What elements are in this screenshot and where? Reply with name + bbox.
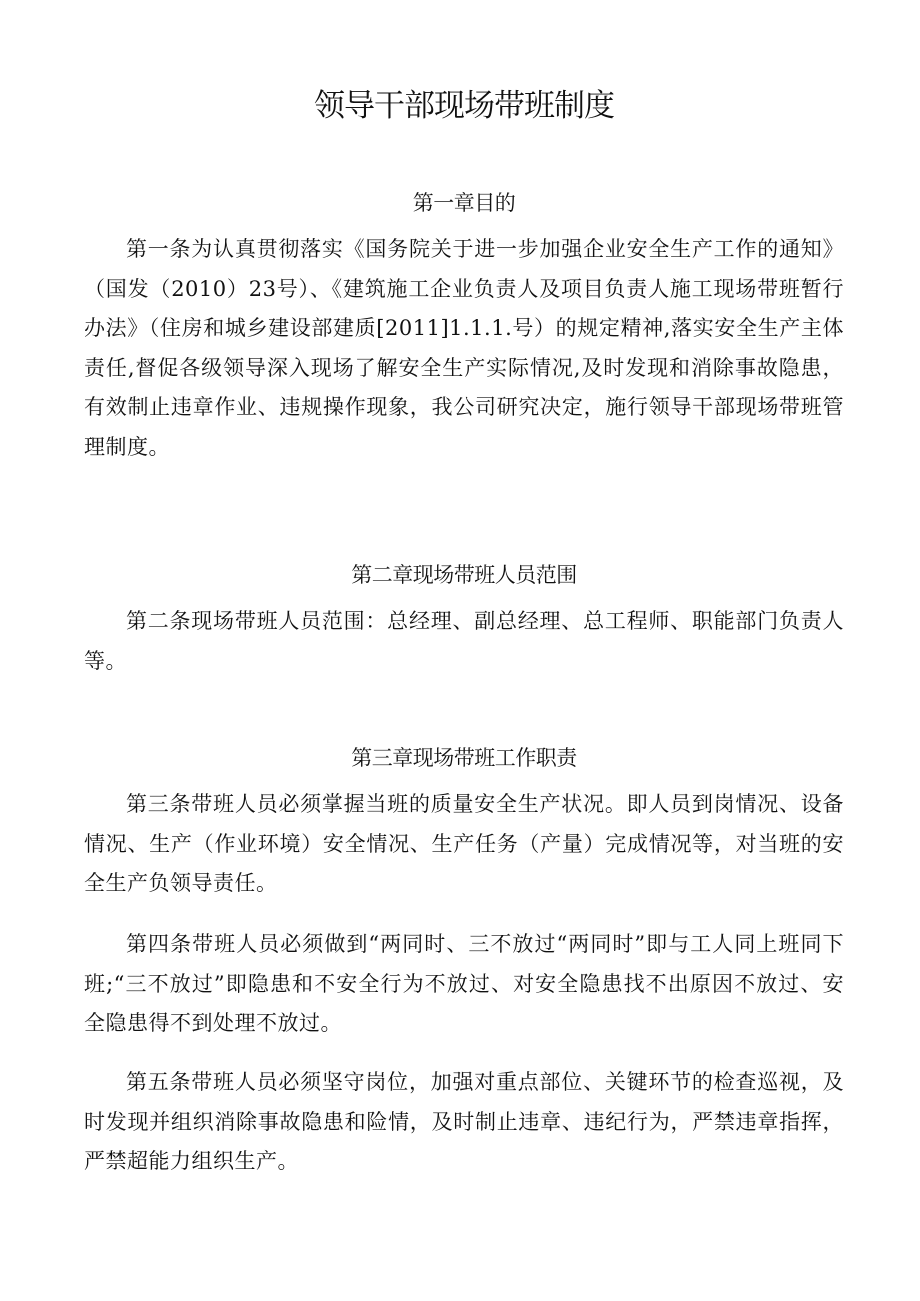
chapter-1-heading: 第一章目的 — [412, 191, 516, 215]
document-page — [84, 0, 844, 1301]
article-1-paragraph: 第一条为认真贯彻落实《国务院关于进一步加强企业安全生产工作的通知》（国发（2010）23号）、《建筑施工企业负责人及项目负责人施工现场带班暂行办法》（住房和城乡建设部建质[2011]1.1.1.号）的规定精神,落实安全生产主体责任,督促各级领导深入现场了解安全生产实际情况,及时发现和消除事故隐患，有效制止违章作业、违规操作现象，我公司研究决定，施行领导干部现场带班管理制度。 — [84, 237, 844, 459]
article-5-paragraph: 第五条带班人员必须坚守岗位，加强对重点部位、关键环节的检查巡视，及时发现并组织消除事故隐患和险情，及时制止违章、违纪行为，严禁违章指挥，严禁超能力组织生产。 — [84, 1070, 844, 1174]
chapter-2-heading: 第二章现场带班人员范围 — [351, 563, 577, 587]
article-2-paragraph: 第二条现场带班人员范围：总经理、副总经理、总工程师、职能部门负责人等。 — [84, 609, 844, 673]
document-title: 领导干部现场带班制度 — [314, 88, 614, 124]
article-3-paragraph: 第三条带班人员必须掌握当班的质量安全生产状况。即人员到岗情况、设备情况、生产（作业环境）安全情况、生产任务（产量）完成情况等，对当班的安全生产负领导责任。 — [84, 792, 844, 896]
article-4-paragraph: 第四条带班人员必须做到“两同时、三不放过“两同时”即与工人同上班同下班;“三不放过”即隐患和不安全行为不放过、对安全隐患找不出原因不放过、安全隐患得不到处理不放过。 — [84, 932, 844, 1036]
chapter-3-heading: 第三章现场带班工作职责 — [351, 746, 577, 770]
